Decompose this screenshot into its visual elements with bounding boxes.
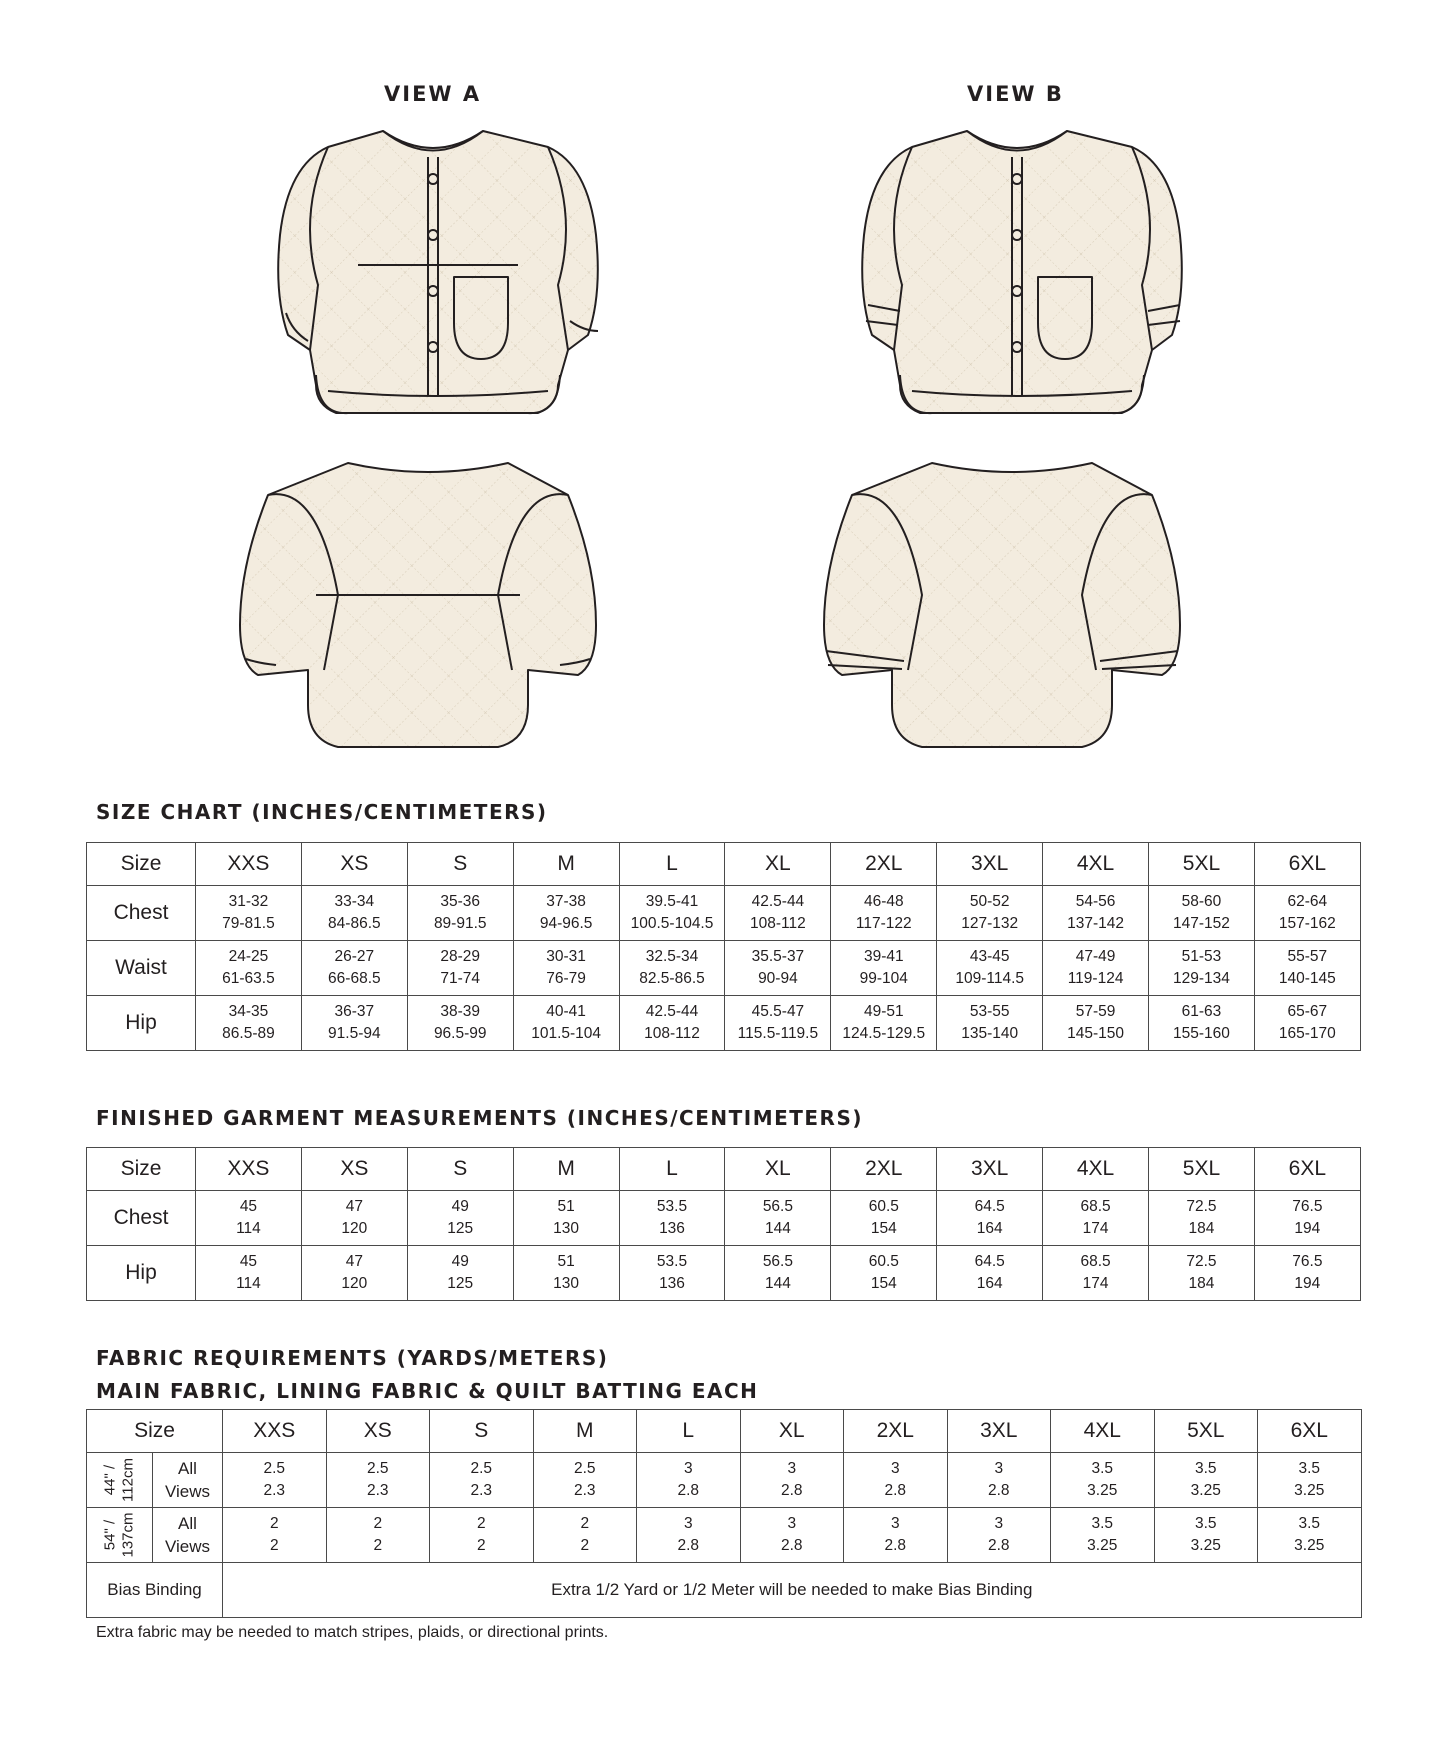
table-cell: 3.5 3.25 bbox=[1154, 1508, 1258, 1563]
table-cell: 51 130 bbox=[513, 1246, 619, 1301]
table-cell: 3 2.8 bbox=[947, 1508, 1051, 1563]
header-cell: 6XL bbox=[1254, 843, 1360, 886]
header-cell: 4XL bbox=[1051, 1410, 1155, 1453]
table-cell: 42.5-44 108-112 bbox=[619, 996, 725, 1051]
fabric-requirements-subtitle: MAIN FABRIC, LINING FABRIC & QUILT BATTING EACH bbox=[96, 1379, 759, 1403]
row-label: Waist bbox=[87, 941, 196, 996]
table-cell: 24-25 61-63.5 bbox=[196, 941, 302, 996]
table-cell: 51 130 bbox=[513, 1191, 619, 1246]
table-cell: 49 125 bbox=[407, 1246, 513, 1301]
table-cell: 2 2 bbox=[430, 1508, 534, 1563]
table-cell: 43-45 109-114.5 bbox=[937, 941, 1043, 996]
table-cell: 51-53 129-134 bbox=[1149, 941, 1255, 996]
fabric-width-label: 54" / 137cm bbox=[87, 1508, 153, 1563]
header-cell: 5XL bbox=[1154, 1410, 1258, 1453]
table-cell: 53.5 136 bbox=[619, 1191, 725, 1246]
table-cell: 40-41 101.5-104 bbox=[513, 996, 619, 1051]
table-cell: 45 114 bbox=[196, 1246, 302, 1301]
table-cell: 3 2.8 bbox=[637, 1453, 741, 1508]
header-cell: M bbox=[533, 1410, 637, 1453]
table-cell: 55-57 140-145 bbox=[1254, 941, 1360, 996]
header-cell: 2XL bbox=[831, 843, 937, 886]
header-cell: Size bbox=[87, 1148, 196, 1191]
header-cell: XXS bbox=[196, 1148, 302, 1191]
table-cell: 26-27 66-68.5 bbox=[301, 941, 407, 996]
bias-binding-note: Extra 1/2 Yard or 1/2 Meter will be needed to make Bias Binding bbox=[223, 1563, 1362, 1618]
finished-measurements-title: FINISHED GARMENT MEASUREMENTS (INCHES/CENTIMETERS) bbox=[96, 1106, 864, 1130]
header-cell: 4XL bbox=[1043, 1148, 1149, 1191]
table-cell: 53.5 136 bbox=[619, 1246, 725, 1301]
table-cell: 28-29 71-74 bbox=[407, 941, 513, 996]
header-cell: XXS bbox=[223, 1410, 327, 1453]
table-cell: 72.5 184 bbox=[1149, 1246, 1255, 1301]
table-cell: 3 2.8 bbox=[844, 1453, 948, 1508]
fabric-width-label: 44" / 112cm bbox=[87, 1453, 153, 1508]
table-cell: 57-59 145-150 bbox=[1043, 996, 1149, 1051]
header-cell: XS bbox=[301, 843, 407, 886]
view-b-front-sketch bbox=[842, 125, 1202, 435]
header-cell: 2XL bbox=[831, 1148, 937, 1191]
size-header-row bbox=[87, 843, 1361, 886]
table-cell: 3.5 3.25 bbox=[1258, 1453, 1362, 1508]
table-cell: 61-63 155-160 bbox=[1149, 996, 1255, 1051]
header-cell: S bbox=[430, 1410, 534, 1453]
table-cell: 31-32 79-81.5 bbox=[196, 886, 302, 941]
size-chart-table bbox=[86, 842, 1361, 1051]
table-cell: 54-56 137-142 bbox=[1043, 886, 1149, 941]
table-cell: 49-51 124.5-129.5 bbox=[831, 996, 937, 1051]
header-cell: XS bbox=[326, 1410, 430, 1453]
views-label: All Views bbox=[153, 1508, 223, 1563]
footnote: Extra fabric may be needed to match stripes, plaids, or directional prints. bbox=[96, 1624, 609, 1641]
header-cell: M bbox=[513, 1148, 619, 1191]
header-cell: 3XL bbox=[937, 1148, 1043, 1191]
view-a-title: VIEW A bbox=[384, 82, 482, 106]
table-cell: 3.5 3.25 bbox=[1051, 1453, 1155, 1508]
table-cell: 35.5-37 90-94 bbox=[725, 941, 831, 996]
table-cell: 38-39 96.5-99 bbox=[407, 996, 513, 1051]
table-cell: 32.5-34 82.5-86.5 bbox=[619, 941, 725, 996]
header-cell: XXS bbox=[196, 843, 302, 886]
view-a-back-sketch bbox=[228, 455, 608, 760]
bias-binding-row bbox=[87, 1563, 1362, 1618]
table-cell: 2 2 bbox=[326, 1508, 430, 1563]
table-cell: 60.5 154 bbox=[831, 1191, 937, 1246]
table-cell: 3 2.8 bbox=[740, 1508, 844, 1563]
row-label: Chest bbox=[87, 1191, 196, 1246]
table-cell: 30-31 76-79 bbox=[513, 941, 619, 996]
size-header-row bbox=[87, 1410, 1362, 1453]
table-cell: 33-34 84-86.5 bbox=[301, 886, 407, 941]
table-cell: 35-36 89-91.5 bbox=[407, 886, 513, 941]
header-cell: 5XL bbox=[1149, 843, 1255, 886]
table-row bbox=[87, 996, 1361, 1051]
table-cell: 53-55 135-140 bbox=[937, 996, 1043, 1051]
table-cell: 49 125 bbox=[407, 1191, 513, 1246]
header-cell: 3XL bbox=[947, 1410, 1051, 1453]
table-cell: 34-35 86.5-89 bbox=[196, 996, 302, 1051]
table-cell: 3.5 3.25 bbox=[1154, 1453, 1258, 1508]
header-cell: XL bbox=[725, 843, 831, 886]
bias-binding-label: Bias Binding bbox=[87, 1563, 223, 1618]
fabric-requirements-table bbox=[86, 1409, 1362, 1618]
view-b-back-sketch bbox=[812, 455, 1192, 760]
table-cell: 62-64 157-162 bbox=[1254, 886, 1360, 941]
header-cell: XS bbox=[301, 1148, 407, 1191]
table-cell: 46-48 117-122 bbox=[831, 886, 937, 941]
table-row bbox=[87, 941, 1361, 996]
table-cell: 39.5-41 100.5-104.5 bbox=[619, 886, 725, 941]
size-chart-title: SIZE CHART (INCHES/CENTIMETERS) bbox=[96, 800, 548, 824]
fabric-requirements-title: FABRIC REQUIREMENTS (YARDS/METERS) bbox=[96, 1346, 609, 1370]
table-cell: 47-49 119-124 bbox=[1043, 941, 1149, 996]
header-cell: L bbox=[619, 1148, 725, 1191]
table-cell: 2 2 bbox=[223, 1508, 327, 1563]
table-cell: 45.5-47 115.5-119.5 bbox=[725, 996, 831, 1051]
row-label: Hip bbox=[87, 996, 196, 1051]
header-cell: 5XL bbox=[1149, 1148, 1255, 1191]
table-row bbox=[87, 886, 1361, 941]
table-cell: 76.5 194 bbox=[1254, 1246, 1360, 1301]
row-label: Hip bbox=[87, 1246, 196, 1301]
table-cell: 2.5 2.3 bbox=[326, 1453, 430, 1508]
header-cell: Size bbox=[87, 1410, 223, 1453]
table-cell: 3 2.8 bbox=[637, 1508, 741, 1563]
table-cell: 2.5 2.3 bbox=[223, 1453, 327, 1508]
table-cell: 65-67 165-170 bbox=[1254, 996, 1360, 1051]
table-cell: 47 120 bbox=[301, 1246, 407, 1301]
table-cell: 56.5 144 bbox=[725, 1246, 831, 1301]
header-cell: S bbox=[407, 843, 513, 886]
table-row bbox=[87, 1453, 1362, 1508]
header-cell: XL bbox=[740, 1410, 844, 1453]
view-a-front-sketch bbox=[258, 125, 618, 435]
table-cell: 68.5 174 bbox=[1043, 1191, 1149, 1246]
table-cell: 3.5 3.25 bbox=[1258, 1508, 1362, 1563]
table-cell: 64.5 164 bbox=[937, 1246, 1043, 1301]
table-cell: 3 2.8 bbox=[947, 1453, 1051, 1508]
table-cell: 2.5 2.3 bbox=[533, 1453, 637, 1508]
table-cell: 2.5 2.3 bbox=[430, 1453, 534, 1508]
table-cell: 60.5 154 bbox=[831, 1246, 937, 1301]
table-cell: 2 2 bbox=[533, 1508, 637, 1563]
table-cell: 47 120 bbox=[301, 1191, 407, 1246]
header-cell: XL bbox=[725, 1148, 831, 1191]
header-cell: L bbox=[637, 1410, 741, 1453]
table-cell: 3.5 3.25 bbox=[1051, 1508, 1155, 1563]
header-cell: Size bbox=[87, 843, 196, 886]
table-cell: 72.5 184 bbox=[1149, 1191, 1255, 1246]
table-row bbox=[87, 1246, 1361, 1301]
table-cell: 36-37 91.5-94 bbox=[301, 996, 407, 1051]
table-cell: 3 2.8 bbox=[844, 1508, 948, 1563]
row-label: Chest bbox=[87, 886, 196, 941]
header-cell: M bbox=[513, 843, 619, 886]
finished-measurements-table bbox=[86, 1147, 1361, 1301]
size-header-row bbox=[87, 1148, 1361, 1191]
table-cell: 56.5 144 bbox=[725, 1191, 831, 1246]
table-row bbox=[87, 1508, 1362, 1563]
header-cell: 3XL bbox=[937, 843, 1043, 886]
table-cell: 3 2.8 bbox=[740, 1453, 844, 1508]
header-cell: 2XL bbox=[844, 1410, 948, 1453]
table-cell: 39-41 99-104 bbox=[831, 941, 937, 996]
table-cell: 42.5-44 108-112 bbox=[725, 886, 831, 941]
table-row bbox=[87, 1191, 1361, 1246]
table-cell: 45 114 bbox=[196, 1191, 302, 1246]
view-b-title: VIEW B bbox=[967, 82, 1064, 106]
header-cell: 6XL bbox=[1254, 1148, 1360, 1191]
table-cell: 50-52 127-132 bbox=[937, 886, 1043, 941]
views-label: All Views bbox=[153, 1453, 223, 1508]
header-cell: S bbox=[407, 1148, 513, 1191]
table-cell: 68.5 174 bbox=[1043, 1246, 1149, 1301]
table-cell: 37-38 94-96.5 bbox=[513, 886, 619, 941]
header-cell: L bbox=[619, 843, 725, 886]
table-cell: 64.5 164 bbox=[937, 1191, 1043, 1246]
header-cell: 6XL bbox=[1258, 1410, 1362, 1453]
header-cell: 4XL bbox=[1043, 843, 1149, 886]
table-cell: 58-60 147-152 bbox=[1149, 886, 1255, 941]
table-cell: 76.5 194 bbox=[1254, 1191, 1360, 1246]
